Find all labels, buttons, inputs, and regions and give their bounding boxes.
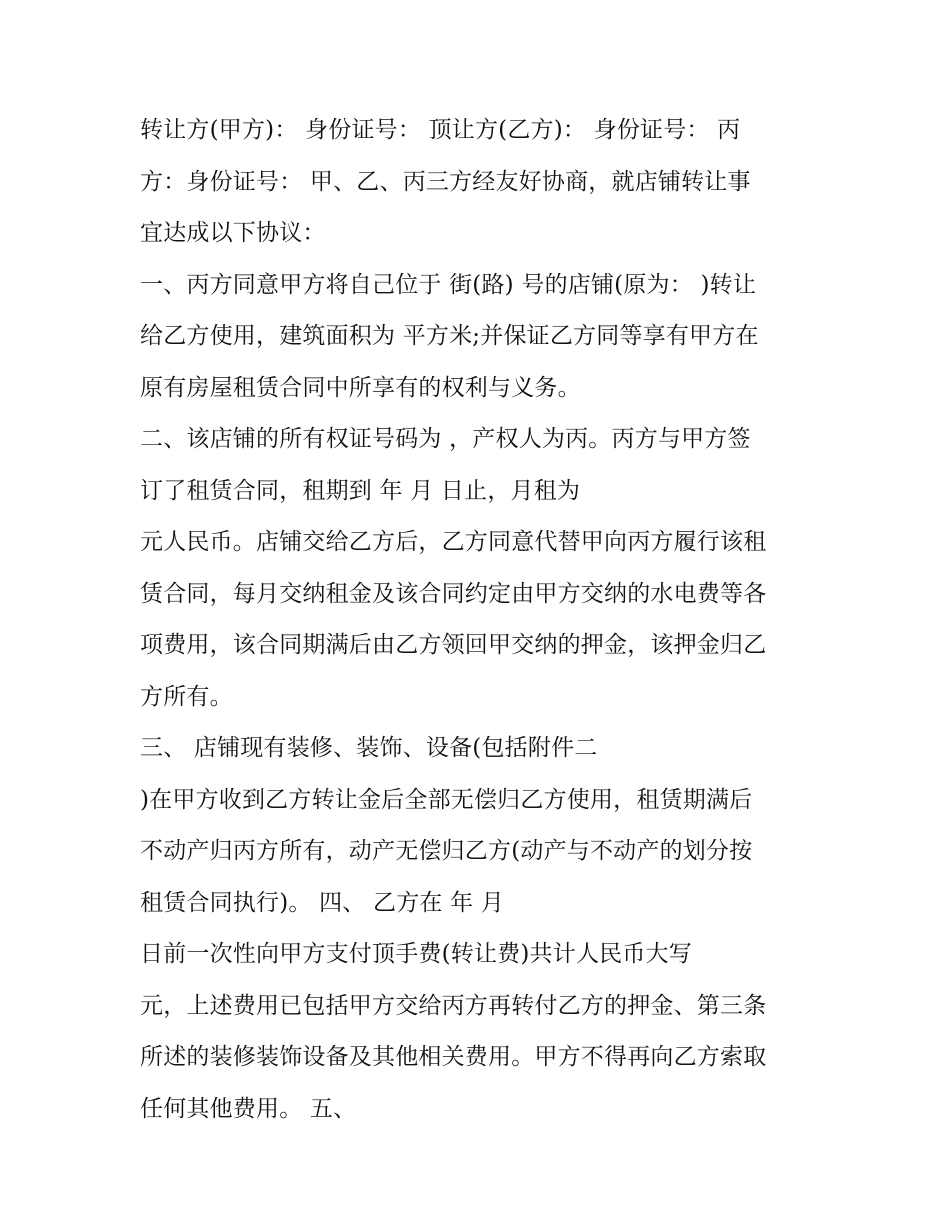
text-line: 方：身份证号： 甲、乙、丙三方经友好协商，就店铺转让事 <box>140 168 751 195</box>
text-line: 元，上述费用已包括甲方交给丙方再转付乙方的押金、第三条 <box>140 992 767 1019</box>
text-line: 项费用，该合同期满后由乙方领回甲交纳的押金，该押金归乙 <box>140 632 767 658</box>
agreement-body <box>140 105 830 1135</box>
text-line: 订了租赁合同，租期到 年 月 日止，月租为 <box>140 477 581 504</box>
text-line: 赁合同，每月交纳租金及该合同约定由甲方交纳的水电费等各 <box>140 580 767 607</box>
text-line: 日前一次性向甲方支付顶手费(转让费)共计人民币大写 <box>140 941 692 967</box>
text-line: 三、 店铺现有装修、装饰、设备(包括附件二 <box>140 735 598 761</box>
text-line: 宜达成以下协议： <box>140 220 326 246</box>
text-line: 元人民币。店铺交给乙方后，乙方同意代替甲向丙方履行该租 <box>140 529 767 555</box>
text-line: 租赁合同执行)。 四、 乙方在 年 月 <box>140 889 505 916</box>
text-line: 给乙方使用，建筑面积为 平方米;并保证乙方同等享有甲方在 <box>140 323 759 349</box>
text-line: 不动产归丙方所有，动产无偿归乙方(动产与不动产的划分按 <box>140 838 753 864</box>
text-line: 一、丙方同意甲方将自己位于 街(路) 号的店铺(原为： )转让 <box>140 271 757 298</box>
text-line: 方所有。 <box>140 683 233 710</box>
text-line: )在甲方收到乙方转让金后全部无偿归乙方使用，租赁期满后 <box>140 786 753 813</box>
text-line: 原有房屋租赁合同中所享有的权利与义务。 <box>140 374 581 401</box>
text-line: 所述的装修装饰设备及其他相关费用。甲方不得再向乙方索取 <box>140 1044 767 1070</box>
text-line: 二、该店铺的所有权证号码为 ，产权人为丙。丙方与甲方签 <box>140 426 751 452</box>
text-line: 任何其他费用。 五、 <box>140 1095 357 1122</box>
text-line: 转让方(甲方)： 身份证号： 顶让方(乙方)： 身份证号： 丙 <box>140 117 741 143</box>
